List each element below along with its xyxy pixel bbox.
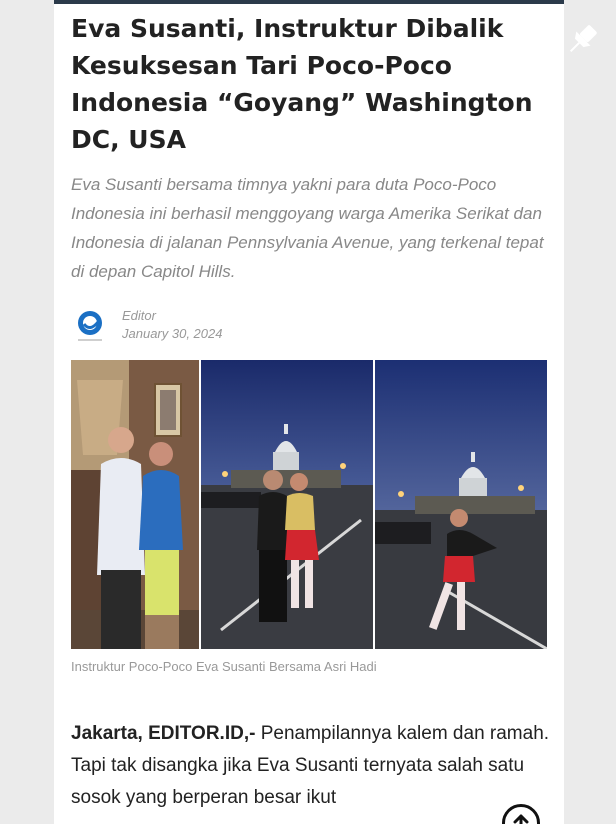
article-body-text: Penampilannya kalem dan ramah. Tapi tak disangka jika Eva Susanti ternyata salah satu sosok yang berperan besar ikut [71, 723, 550, 808]
article-body [71, 718, 551, 814]
article-image[interactable] [71, 360, 547, 649]
publish-date: January 30, 2024 [122, 326, 223, 341]
photo-panel-capitol-solo [375, 360, 547, 649]
author-block[interactable] [71, 306, 371, 346]
pin-icon [560, 18, 604, 62]
article-lead: Eva Susanti bersama timnya yakni para duta Poco-Poco Indonesia ini berhasil menggoyang warga Amerika Serikat dan Indonesia di jalanan Pennsylvania Avenue, yang terkenal tepat di depan Capitol Hills. [71, 175, 544, 281]
editor-logo [75, 310, 105, 344]
image-caption: Instruktur Poco-Poco Eva Susanti Bersama Asri Hadi [71, 659, 377, 674]
article-page [54, 0, 564, 824]
dateline: Jakarta, EDITOR.ID,- [71, 723, 256, 744]
photo-panel-capitol-duo [201, 360, 373, 649]
photo-panel-indoor [71, 360, 199, 649]
arrow-up-circle-icon [511, 813, 531, 824]
article-title: Eva Susanti, Instruktur Dibalik Kesuksesan Tari Poco-Poco Indonesia “Goyang” Washington DC, USA [71, 14, 533, 154]
author-role[interactable]: Editor [122, 308, 156, 323]
pin-button[interactable] [560, 18, 604, 62]
